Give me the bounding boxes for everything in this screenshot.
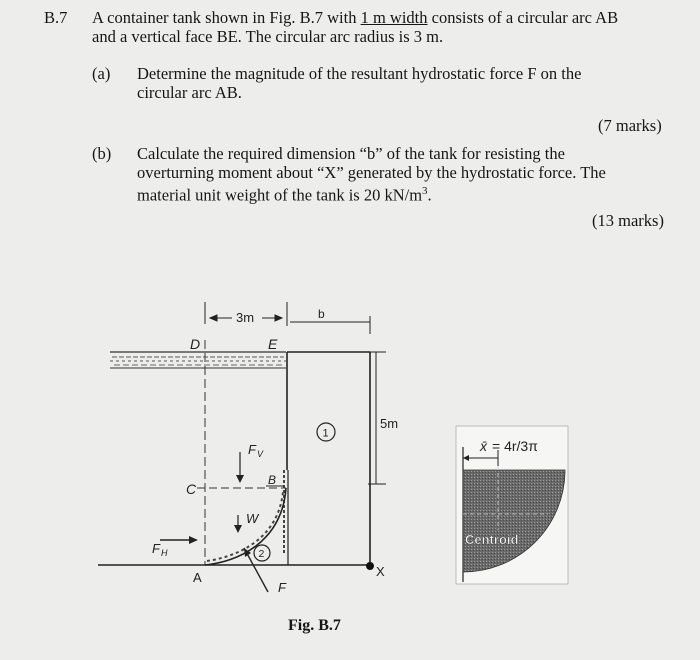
- question-text-line-1-start: A container tank shown in Fig. B.7 with: [92, 8, 361, 27]
- label-a: A: [193, 570, 202, 585]
- question-text-line-2: and a vertical face BE. The circular arc radius is 3 m.: [92, 27, 444, 46]
- free-surface: [110, 351, 286, 368]
- vertical-force-arrowhead: [236, 475, 244, 483]
- part-b-text-line-3-end: .: [427, 185, 432, 205]
- part-a-text-line-1: Determine the magnitude of the resultant hydrostatic force F on the: [137, 64, 582, 83]
- label-f: F: [278, 580, 286, 595]
- part-b-text-line-2: overturning moment about “X” generated by the hydrostatic force. The: [137, 163, 606, 182]
- dimension-b: [290, 316, 370, 334]
- dimension-b-label: b: [318, 307, 325, 321]
- label-fh-subscript: H: [161, 548, 168, 558]
- label-fv-subscript: V: [257, 449, 264, 459]
- question-number: B.7: [44, 8, 68, 27]
- question-text-line-1-end: consists of a circular arc AB: [427, 8, 619, 27]
- centroid-x-bar: x̄: [480, 438, 487, 454]
- part-a-label: (a): [92, 64, 111, 83]
- centroid-formula: = 4r/3π: [492, 438, 538, 454]
- weight-arrowhead: [234, 525, 242, 533]
- part-b-text-line-1: Calculate the required dimension “b” of the tank for resisting the: [137, 144, 565, 163]
- part-a-marks: (7 marks): [598, 116, 662, 135]
- dimension-3m-label: 3m: [236, 310, 255, 325]
- dimension-5m-label: 5m: [380, 416, 399, 431]
- label-fh: F: [152, 541, 160, 556]
- label-e: E: [268, 336, 278, 352]
- centroid-label: Centroid: [465, 532, 519, 547]
- width-underlined: 1 m width: [360, 8, 428, 27]
- label-w: W: [246, 511, 259, 526]
- horizontal-force-arrowhead: [189, 536, 198, 544]
- part-b-marks: (13 marks): [592, 211, 664, 230]
- label-b: B: [268, 473, 277, 487]
- unit-exponent: 3: [422, 185, 428, 197]
- part-b-text-line-3-start: material unit weight of the tank is 20 kN/m: [137, 185, 423, 205]
- label-x: X: [376, 564, 385, 579]
- part-a-text-line-2: circular arc AB.: [137, 83, 242, 102]
- label-c: C: [186, 481, 197, 497]
- part-b-label: (b): [92, 144, 112, 163]
- region-2-label: 2: [258, 548, 265, 560]
- label-fv: F: [248, 442, 256, 457]
- figure-caption: Fig. B.7: [288, 617, 341, 634]
- pivot-point-x: [366, 562, 374, 570]
- label-d: D: [190, 336, 201, 352]
- region-1-label: 1: [322, 427, 329, 440]
